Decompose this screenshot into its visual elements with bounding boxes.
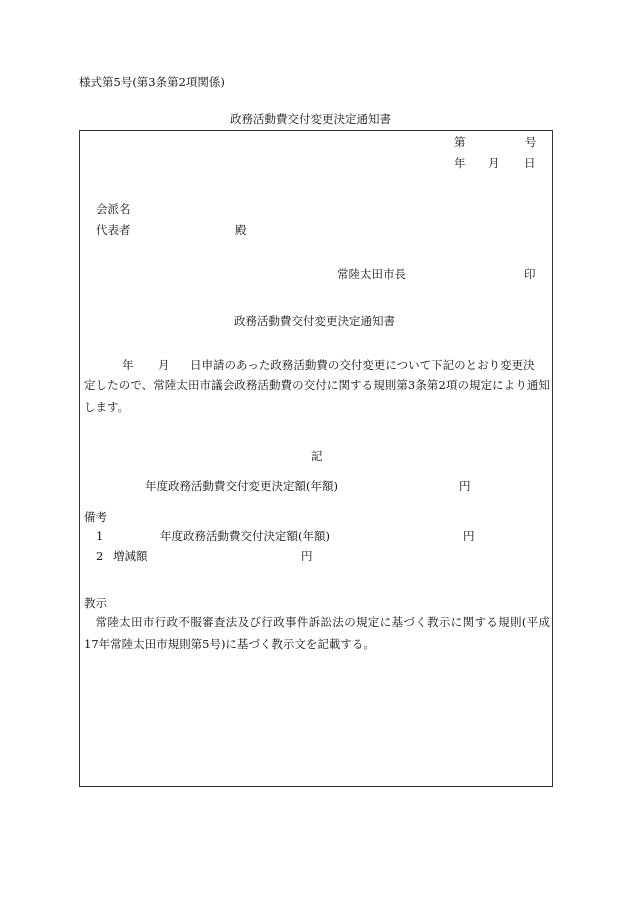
biko-item-2-number: 2 <box>96 549 104 563</box>
document-heading: 政務活動費交付変更決定通知書 <box>234 314 395 328</box>
body-month: 月 <box>158 358 170 372</box>
biko-item-2-unit: 円 <box>301 549 313 563</box>
body-text-line1: 日申請のあった政務活動費の交付変更について下記のとおり変更決 <box>190 358 535 372</box>
body-year: 年 <box>122 358 134 372</box>
biko-item-2-label: 増減額 <box>113 549 148 563</box>
ki-mark: 記 <box>311 449 323 463</box>
biko-label: 備考 <box>84 510 107 524</box>
representative-label: 代表者 <box>96 223 131 237</box>
honorific: 殿 <box>235 223 247 237</box>
amount-label: 年度政務活動費交付変更決定額(年額) <box>145 479 338 493</box>
number-suffix: 号 <box>525 135 537 149</box>
form-reference: 様式第5号(第3条第2項関係) <box>79 75 225 89</box>
date-month: 月 <box>488 156 500 170</box>
form-title: 政務活動費交付変更決定通知書 <box>230 112 391 126</box>
faction-label: 会派名 <box>96 202 131 216</box>
seal-mark: 印 <box>524 267 536 281</box>
amount-unit: 円 <box>459 479 471 493</box>
kyoji-text: 常陸太田市行政不服審査法及び行政事件訴訟法の規定に基づく教示に関する規則(平成17年常陸太田市規則第5号)に基づく教示文を記載する。 <box>84 615 550 651</box>
issuer-name: 常陸太田市長 <box>337 267 406 281</box>
date-year: 年 <box>454 156 466 170</box>
body-text-rest: 定したので、常陸太田市議会政務活動費の交付に関する規則第3条第2項の規定により通知します。 <box>84 378 550 414</box>
biko-item-1-number: 1 <box>96 529 104 543</box>
number-prefix: 第 <box>454 135 466 149</box>
kyoji-label: 教示 <box>84 596 107 610</box>
biko-item-1-unit: 円 <box>463 529 475 543</box>
date-day: 日 <box>524 156 536 170</box>
biko-item-1-label: 年度政務活動費交付決定額(年額) <box>160 529 330 543</box>
